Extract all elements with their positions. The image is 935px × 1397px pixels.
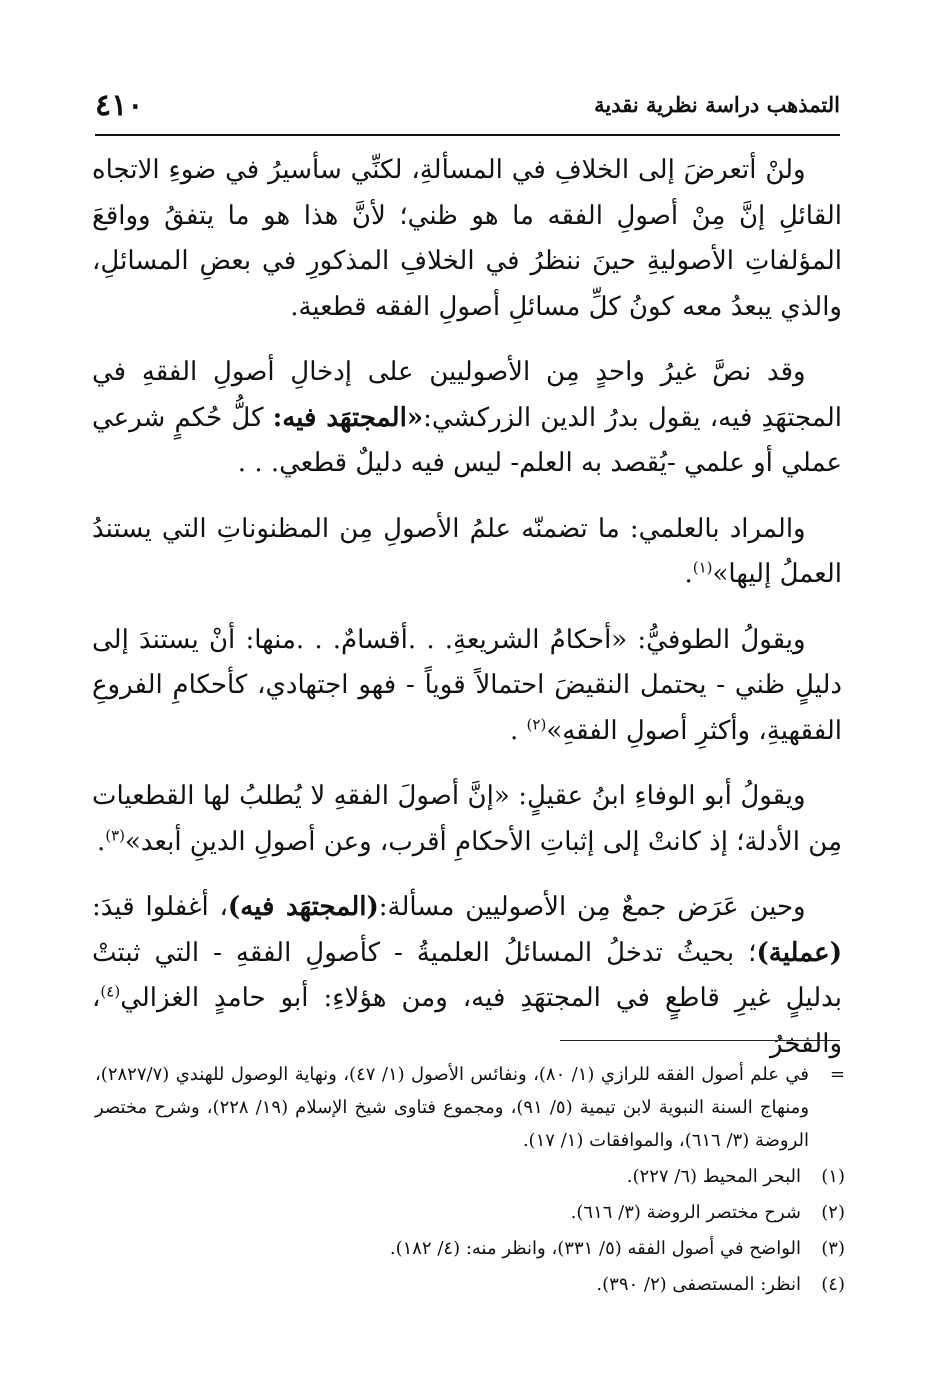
footnote-item bbox=[95, 1196, 845, 1229]
page-header bbox=[95, 88, 840, 128]
footnote-ref: (٣) bbox=[105, 825, 125, 844]
footnote-continuation: = في علم أصول الفقه للرازي (١/ ٨٠)، ونفائس الأصول (١/ ٤٧)، ونهاية الوصول للهندي (٢٨٢٧/٧)، ومنهاج السنة النبوية لابن تيمية (٥/ ٩١)، ومجموع فتاوى شيخ الإسلام (١٩/ ٢٢٨)، وشرح مختصر الروضة (٣/ ٦١٦)، والموافقات (١/ ١٧). bbox=[95, 1058, 845, 1157]
footnote-text: شرح مختصر الروضة (٣/ ٦١٦). bbox=[570, 1202, 801, 1223]
footnote-number: (٤) bbox=[821, 1274, 845, 1295]
footnote-item bbox=[95, 1232, 845, 1265]
footnote-ref: (١) bbox=[692, 558, 713, 577]
continuation-mark: = bbox=[829, 1064, 845, 1085]
footnote-number: (١) bbox=[821, 1166, 845, 1187]
page-number: ٤١٠ bbox=[95, 88, 144, 123]
footnote-ref: (٢) bbox=[526, 714, 547, 733]
footnote-ref: (٤) bbox=[100, 982, 121, 1001]
footnote-item bbox=[95, 1268, 845, 1301]
footnote-text: انظر: المستصفى (٢/ ٣٩٠). bbox=[596, 1274, 801, 1295]
footnote-item bbox=[95, 1160, 845, 1193]
paragraph: ولنْ أتعرضَ إلى الخلافِ في المسألةِ، لكنِّي سأسيرُ في ضوءِ الاتجاه القائلِ إنَّ مِنْ أصولِ الفقه ما هو ظني؛ لأنَّ هذا هو ما يتفقُ وواقعَ المؤلفاتِ الأصوليةِ حينَ ننظرُ في الخلافِ المذكورِ في بعضِ المسائلِ، والذي يبعدُ معه كونُ كلِّ مسائلِ أصولِ الفقه قطعية. bbox=[92, 155, 842, 322]
header-rule bbox=[95, 134, 840, 136]
paragraph: ويقولُ الطوفيُّ: «أحكامُ الشريعةِ. . .أقسامٌ. . .منها: أنْ يستندَ إلى دليلٍ ظني - يحتمل النقيضَ احتمالاً قوياً - فهو اجتهادي، كأحكامِ الفروعِ الفقهيةِ، وأكثرِ أصولِ الفقهِ»$^{(٢)}$ . bbox=[92, 624, 842, 746]
bold-term: (المجتهَد فيه) bbox=[227, 892, 379, 922]
footnote-number: (٢) bbox=[821, 1202, 845, 1223]
footnotes bbox=[95, 1058, 845, 1301]
paragraph: والمراد بالعلمي: ما تضمنّه علمُ الأصولِ مِن المظنوناتِ التي يستندُ العملُ إليها»$^{(١)}$. bbox=[92, 513, 842, 589]
footnote-text: البحر المحيط (٦/ ٢٢٧). bbox=[626, 1166, 801, 1187]
paragraph: وقد نصَّ غيرُ واحدٍ مِن الأصوليين على إدخالِ أصولِ الفقهِ في المجتهَدِ فيه، يقول بدرُ الدين الزركشي:«المجتهَد فيه: كلُّ حُكمٍ شرعي عملي أو علمي -يُقصد به العلم- ليس فيه دليلٌ قطعي. . . bbox=[92, 357, 842, 478]
main-text bbox=[92, 148, 842, 1087]
footnote-number: (٣) bbox=[821, 1238, 845, 1259]
footnote-divider bbox=[560, 1040, 840, 1041]
paragraph: وحين عَرَض جمعٌ مِن الأصوليين مسألة:(المجتهَد فيه)، أغفلوا قيدَ: (عملية)؛ بحيثُ تدخلُ المسائلُ العلميةُ - كأصولِ الفقهِ - التي ثبتتْ بدليلٍ غيرِ قاطعٍ في المجتهَدِ فيه، ومن هؤلاءِ: أبو حامدٍ الغزالي$^{(٤)}$، والفخرُ bbox=[92, 892, 842, 1059]
bold-term: «المجتهَد فيه: bbox=[272, 402, 424, 433]
paragraph: ويقولُ أبو الوفاءِ ابنُ عقيلٍ: «إنَّ أصولَ الفقهِ لا يُطلبُ لها القطعيات مِن الأدلة؛ إذ كانتْ إلى إثباتِ الأحكامِ أقرب، وعن أصولِ الدينِ أبعد»$^{(٣)}$. bbox=[92, 781, 842, 857]
bold-term: (عملية) bbox=[756, 937, 842, 968]
running-title: التمذهب دراسة نظرية نقدية bbox=[594, 92, 840, 117]
footnote-text: الواضح في أصول الفقه (٥/ ٣٣١)، وانظر منه: (٤/ ١٨٢). bbox=[389, 1238, 801, 1259]
